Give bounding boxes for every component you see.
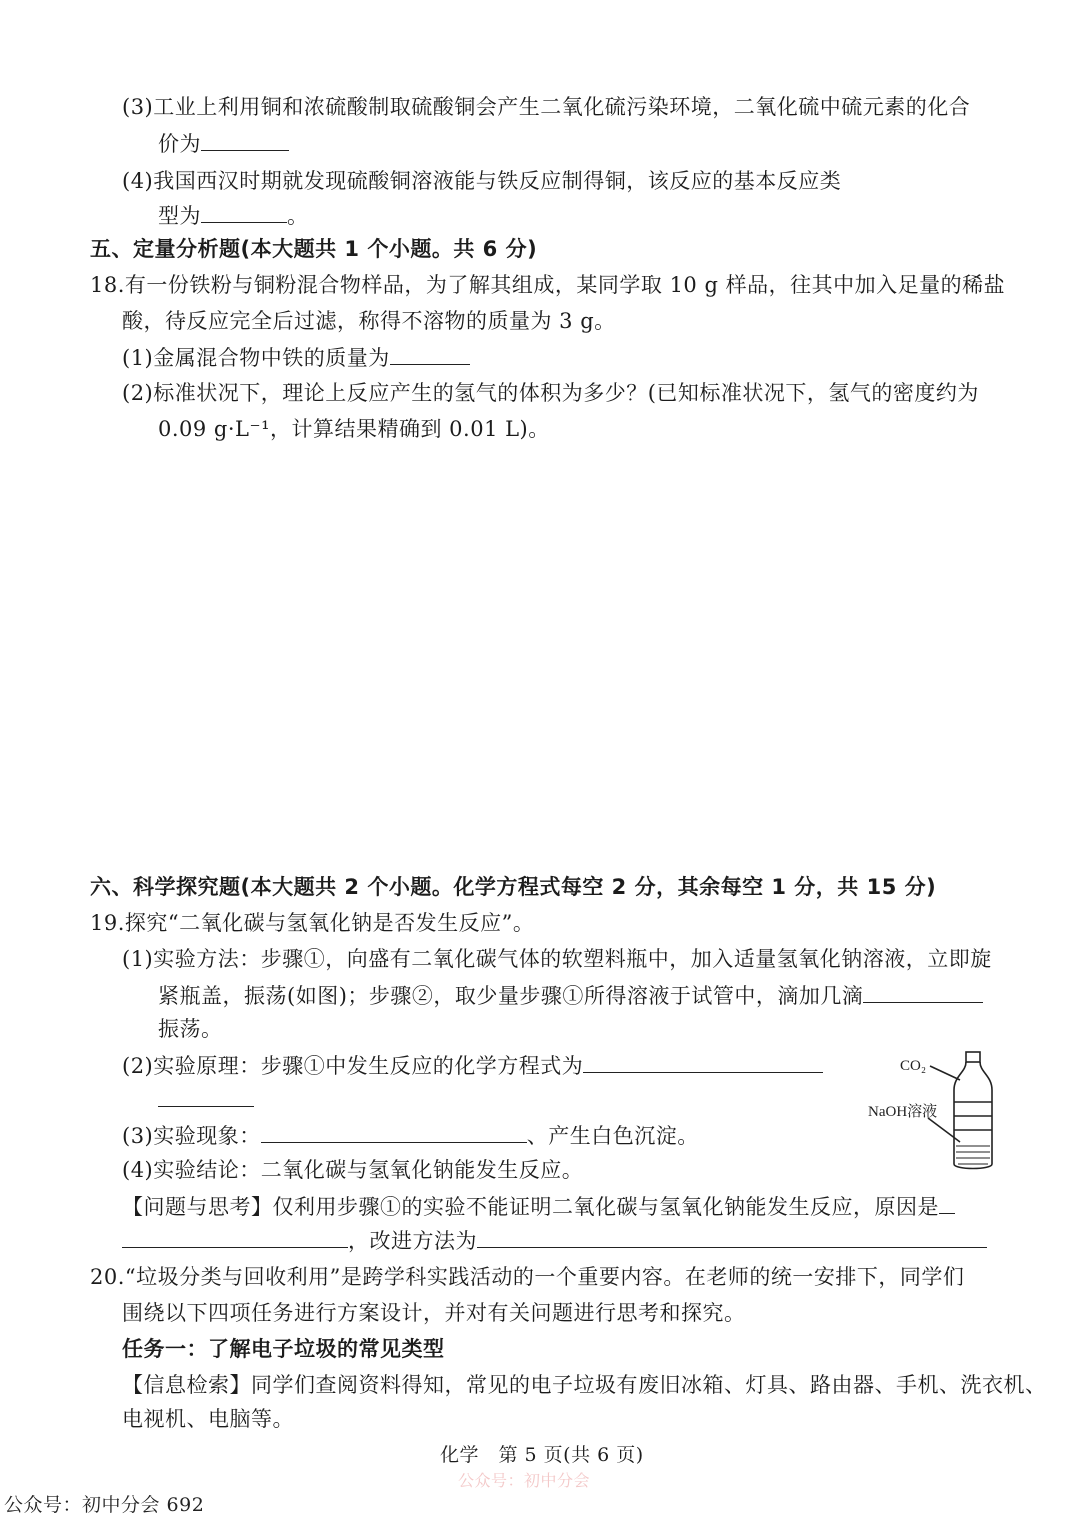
answer-blank[interactable] xyxy=(201,128,289,151)
q19-part1-line2 xyxy=(158,980,983,1011)
page-number: 化学 第 5 页(共 6 页) xyxy=(440,1444,644,1466)
q20-task1: 任务一：了解电子垃圾的常见类型 xyxy=(122,1337,445,1361)
q17-part3-line2 xyxy=(158,128,289,159)
q19-part3-text-a: (3)实验现象： xyxy=(122,1124,261,1148)
q18-part2-line2: 0.09 g·L⁻¹，计算结果精确到 0.01 L)。 xyxy=(158,417,550,441)
q19-think-line1 xyxy=(122,1191,955,1222)
q19-part2-text: (2)实验原理：步骤①中发生反应的化学方程式为 xyxy=(122,1054,584,1078)
q19-think-text: 【问题与思考】仅利用步骤①的实验不能证明二氧化碳与氢氧化钠能发生反应，原因是 xyxy=(122,1195,939,1219)
q20-line2: 围绕以下四项任务进行方案设计，并对有关问题进行思考和探究。 xyxy=(122,1301,746,1325)
q19-part3-text-b: 、产生白色沉淀。 xyxy=(526,1124,699,1148)
q17-part4-end: 。 xyxy=(287,204,309,228)
section6-title: 六、科学探究题(本大题共 2 个小题。化学方程式每空 2 分，其余每空 1 分，共 15 分) xyxy=(90,875,937,899)
q17-part4-text: 型为 xyxy=(158,204,201,228)
q20-line1: 20.“垃圾分类与回收利用”是跨学科实践活动的一个重要内容。在老师的统一安排下，同学们 xyxy=(90,1265,965,1289)
q19-think-line2-text: ，改进方法为 xyxy=(348,1229,477,1253)
q20-info-line2: 电视机、电脑等。 xyxy=(122,1407,294,1431)
answer-blank[interactable] xyxy=(201,200,287,223)
q19-part1-line3: 振荡。 xyxy=(158,1017,223,1041)
watermark: 公众号：初中分会 xyxy=(458,1471,591,1490)
q18-part2-line1: (2)标准状况下，理论上反应产生的氢气的体积为多少？(已知标准状况下，氢气的密度约为 xyxy=(122,381,979,405)
answer-blank[interactable] xyxy=(390,342,470,365)
brand-caption: 公众号：初中分会 692 xyxy=(4,1494,205,1516)
q17-part4-line2 xyxy=(158,200,309,231)
q18-line2: 酸，待反应完全后过滤，称得不溶物的质量为 3 g。 xyxy=(122,309,616,333)
solution-liquid xyxy=(956,1146,990,1164)
answer-blank[interactable] xyxy=(863,980,983,1003)
answer-blank[interactable] xyxy=(477,1225,987,1248)
q18-part1 xyxy=(122,342,470,373)
section5-title: 五、定量分析题(本大题共 1 个小题。共 6 分) xyxy=(90,237,538,261)
bottle-icon xyxy=(928,1052,992,1169)
q17-part3-line1: (3)工业上利用铜和浓硫酸制取硫酸铜会产生二氧化硫污染环境，二氧化硫中硫元素的化合 xyxy=(122,95,971,119)
q17-part3-text: 价为 xyxy=(158,132,201,156)
naoh-label: NaOH溶液 xyxy=(868,1104,938,1120)
answer-space[interactable] xyxy=(90,460,990,860)
q19-part2-cont xyxy=(158,1084,254,1115)
q19-part2 xyxy=(122,1050,823,1081)
q20-info-line1: 【信息检索】同学们查阅资料得知，常见的电子垃圾有废旧冰箱、灯具、路由器、手机、洗衣机、 xyxy=(122,1373,1047,1397)
answer-blank[interactable] xyxy=(261,1120,527,1143)
q19-think-line2 xyxy=(122,1225,987,1256)
bottle-figure xyxy=(868,1046,998,1176)
answer-blank[interactable] xyxy=(122,1225,348,1248)
co2-label: CO₂ xyxy=(900,1058,927,1074)
answer-blank[interactable] xyxy=(939,1191,955,1214)
answer-blank[interactable] xyxy=(583,1050,823,1073)
q19-part1-line2-text: 紧瓶盖，振荡(如图)；步骤②，取少量步骤①所得溶液于试管中，滴加几滴 xyxy=(158,984,864,1008)
q17-part4-line1: (4)我国西汉时期就发现硫酸铜溶液能与铁反应制得铜，该反应的基本反应类 xyxy=(122,169,842,193)
answer-blank[interactable] xyxy=(158,1084,254,1107)
q19-part1-line1: (1)实验方法：步骤①，向盛有二氧化碳气体的软塑料瓶中，加入适量氢氧化钠溶液，立即旋 xyxy=(122,947,992,971)
q19-part4: (4)实验结论：二氧化碳与氢氧化钠能发生反应。 xyxy=(122,1158,584,1182)
q18-line1: 18.有一份铁粉与铜粉混合物样品，为了解其组成，某同学取 10 g 样品，往其中加入足量的稀盐 xyxy=(90,273,1006,297)
q18-part1-text: (1)金属混合物中铁的质量为 xyxy=(122,346,390,370)
q19-part3 xyxy=(122,1120,699,1151)
q19-line1: 19.探究“二氧化碳与氢氧化钠是否发生反应”。 xyxy=(90,911,535,935)
